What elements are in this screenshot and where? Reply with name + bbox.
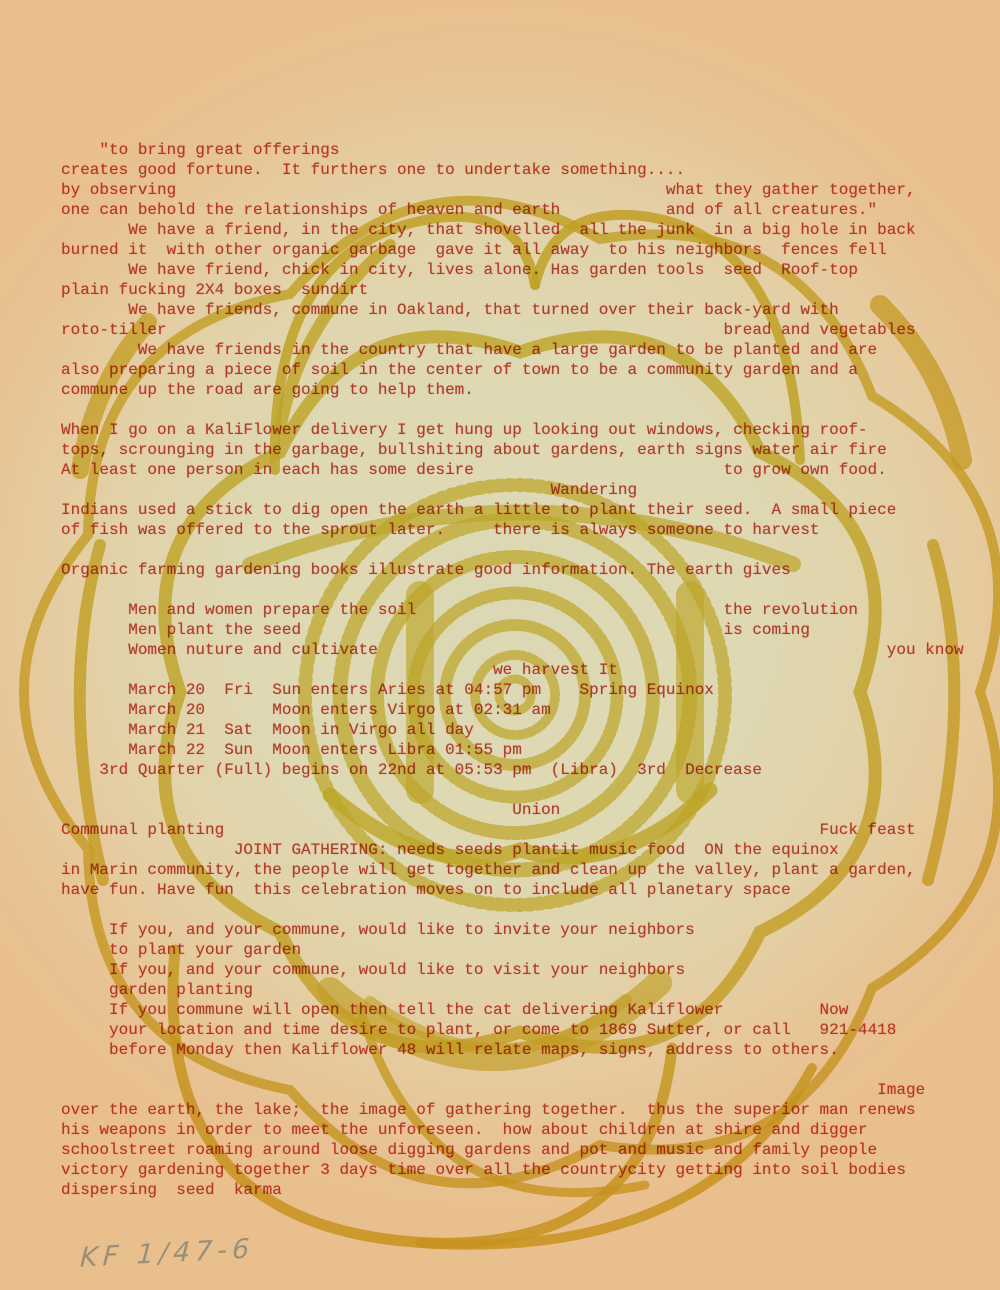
typewritten-line: his weapons in order to meet the unforeseen. how about children at shire and digger: [61, 1121, 868, 1139]
typewritten-line: we harvest It: [61, 661, 618, 679]
typewritten-line: [61, 780, 964, 800]
typewritten-line: 3rd Quarter (Full) begins on 22nd at 05:53 pm (Libra) 3rd Decrease: [61, 761, 762, 779]
typewritten-line: Image: [61, 1081, 926, 1099]
typewritten-line: Union: [61, 801, 561, 819]
typewritten-line: of fish was offered to the sprout later. there is always someone to harvest: [61, 521, 820, 539]
typewritten-line: If you commune will open then tell the cat delivering Kaliflower Now: [61, 1001, 849, 1019]
typewritten-line: If you, and your commune, would like to invite your neighbors: [61, 921, 695, 939]
typewritten-text: [61, 140, 964, 1200]
typewritten-line: by observing what they gather together,: [61, 181, 916, 199]
typewritten-line: We have friends in the country that have a large garden to be planted and are: [61, 341, 878, 359]
typewritten-line: your location and time desire to plant, or come to 1869 Sutter, or call 921-4418: [61, 1021, 897, 1039]
typewritten-line: schoolstreet roaming around loose digging gardens and pot and music and family people: [61, 1141, 878, 1159]
typewritten-line: [61, 580, 964, 600]
typewritten-line: garden planting: [61, 981, 254, 999]
typewritten-line: March 21 Sat Moon in Virgo all day: [61, 721, 474, 739]
typewritten-line: plain fucking 2X4 boxes sundirt: [61, 281, 369, 299]
typewritten-line: have fun. Have fun this celebration moves on to include all planetary space: [61, 881, 791, 899]
typewritten-line: March 22 Sun Moon enters Libra 01:55 pm: [61, 741, 522, 759]
typewritten-line: If you, and your commune, would like to visit your neighbors: [61, 961, 686, 979]
typewritten-line: victory gardening together 3 days time over all the countrycity getting into soil bodies: [61, 1161, 906, 1179]
typewritten-line: March 20 Fri Sun enters Aries at 04:57 pm Spring Equinox: [61, 681, 714, 699]
typewritten-line: We have friends, commune in Oakland, that turned over their back-yard with: [61, 301, 839, 319]
typewritten-line: [61, 400, 964, 420]
typewritten-line: [61, 540, 964, 560]
typewritten-line: Indians used a stick to dig open the earth a little to plant their seed. A small piece: [61, 501, 897, 519]
typewritten-line: We have a friend, in the city, that shovelled all the junk in a big hole in back: [61, 221, 916, 239]
typewritten-line: JOINT GATHERING: needs seeds plantit music food ON the equinox: [61, 841, 839, 859]
typewritten-line: one can behold the relationships of heaven and earth and of all creatures.": [61, 201, 878, 219]
typewritten-line: When I go on a KaliFlower delivery I get hung up looking out windows, checking roof-: [61, 421, 868, 439]
typewritten-line: to plant your garden: [61, 941, 302, 959]
typewritten-line: before Monday then Kaliflower 48 will relate maps, signs, address to others.: [61, 1041, 839, 1059]
typewritten-line: "to bring great offerings: [61, 141, 340, 159]
typewritten-line: March 20 Moon enters Virgo at 02:31 am: [61, 701, 551, 719]
typewritten-line: At least one person in each has some desire to grow own food.: [61, 461, 887, 479]
typewritten-line: in Marin community, the people will get together and clean up the valley, plant a garden,: [61, 861, 916, 879]
typewritten-line: Men plant the seed is coming: [61, 621, 810, 639]
typewritten-line: We have friend, chick in city, lives alone. Has garden tools seed Roof-top: [61, 261, 858, 279]
typewritten-line: commune up the road are going to help them.: [61, 381, 474, 399]
typewritten-line: over the earth, the lake; the image of gathering together. thus the superior man renews: [61, 1101, 916, 1119]
typewritten-line: Women nuture and cultivate you know: [61, 641, 964, 659]
typewritten-line: Men and women prepare the soil the revolution: [61, 601, 858, 619]
handwritten-catalog-note: KF 1/47-6: [79, 1233, 256, 1274]
typewritten-line: burned it with other organic garbage gave it all away to his neighbors fences fell: [61, 241, 887, 259]
typewritten-line: also preparing a piece of soil in the center of town to be a community garden and a: [61, 361, 858, 379]
typewritten-line: Communal planting Fuck feast: [61, 821, 916, 839]
typewritten-line: [61, 900, 964, 920]
typewritten-line: tops, scrounging in the garbage, bullshiting about gardens, earth signs water air fire: [61, 441, 887, 459]
typewritten-line: Wandering: [61, 481, 638, 499]
typewritten-line: Organic farming gardening books illustrate good information. The earth gives: [61, 561, 791, 579]
typewritten-line: dispersing seed karma: [61, 1181, 282, 1199]
typewritten-line: [61, 1060, 964, 1080]
typewritten-line: roto-tiller bread and vegetables: [61, 321, 916, 339]
typewritten-line: creates good fortune. It furthers one to undertake something....: [61, 161, 686, 179]
